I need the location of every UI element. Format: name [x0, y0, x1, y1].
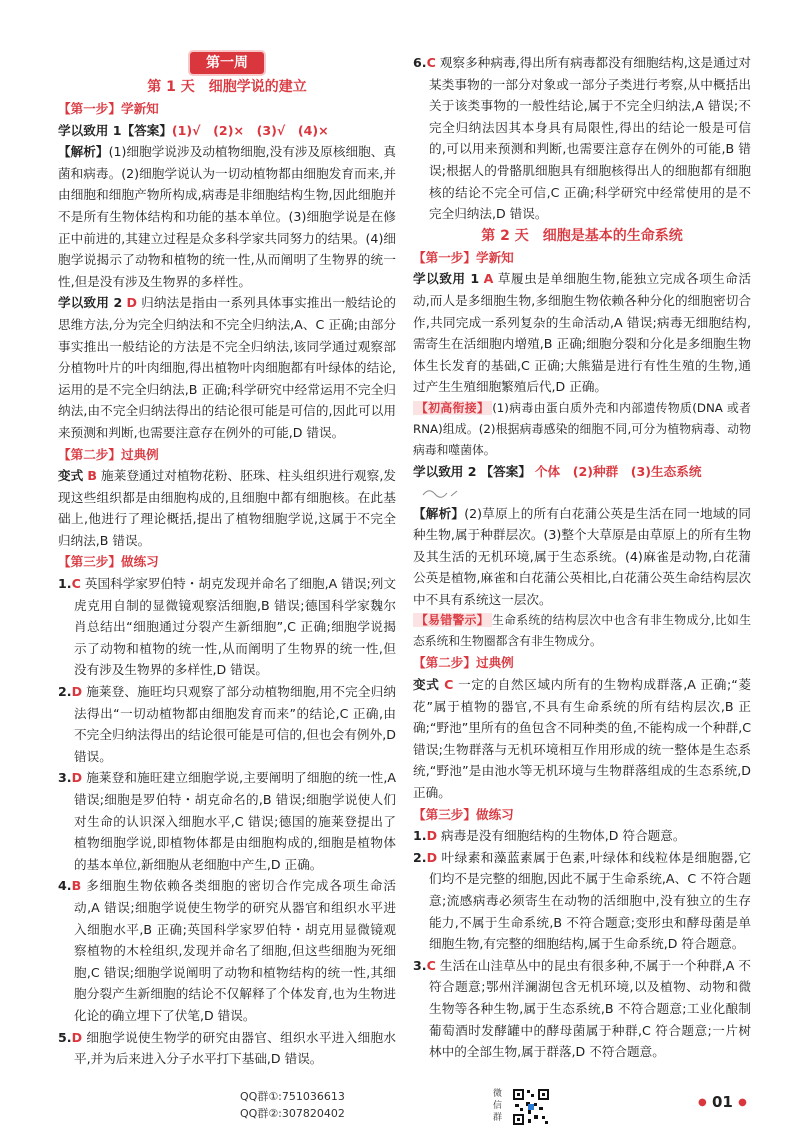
day1-title: 第 1 天 细胞学说的建立 [147, 79, 307, 95]
page-footer [0, 1085, 800, 1132]
exercise-6: 6.C 观察多种病毒,得出所有病毒都没有细胞结构,这是通过对某类事物的一部分对象或一部分子类进行考察,从中概括出关于该类事物的一般性结论,属于不完全归纳法,A 错误;不完全归纳法因其本身具有局限性,得出的结论一般是可信的,可以用来预测和判断,也需要注意存在例外的可能,B 错误;根据人的骨骼肌细胞具有细胞核得出人的细胞都有细胞核的结论不完全可信,C 正确;科学研究中经常使用的是不完全归纳法,D 错误。 [413, 55, 751, 222]
day2-exercise-2: 2.D 叶绿素和藻蓝素属于色素,叶绿体和线粒体是细胞器,它们均不是完整的细胞,因此不属于生命系统,A、C 不符合题意;流感病毒必须寄生在动物的活细胞中,没有独立的生存能力,不属于生命系统,B 不符合题意;变形虫和酵母菌是单细胞生物,有完整的细胞结构,属于生命系统,D 符合题意。 [413, 849, 751, 952]
day2-step1-heading: 【第一步】学新知 [413, 249, 514, 265]
apply1-answer: 学以致用 1【答案】(1)√ (2)× (3)√ (4)× [58, 122, 329, 138]
exercise-2: 2.D 施莱登、施旺均只观察了部分动植物细胞,用不完全归纳法得出“一切动植物都由细胞发育而来”的结论,C 正确,由不完全归纳法得出的结论很可能是可信的,但也会有例外,D 错误。 [58, 684, 396, 764]
day2-apply2-answer: 学以致用 2 【答案】 个体 (2)种群 (3)生态系统 [413, 463, 702, 479]
exercise-3: 3.D 施莱登和施旺建立细胞学说,主要阐明了细胞的统一性,A 错误;细胞是罗伯特・胡克命名的,B 错误;细胞学说使人们对生命的认识深入细胞水平,C 错误;德国的施莱登提出了植物细胞学说,即植物体都是由细胞构成的,细胞是植物体的基本单位,新细胞从老细胞中产生,D 正确。 [58, 770, 396, 872]
apply2-answer: 学以致用 2 D 归纳法是指由一系列具体事实推出一般结论的思维方法,分为完全归纳法和不完全归纳法,A、C 正确;由部分事实推出一般结论的方法是不完全归纳法,该同学通过观察部分植物叶片的叶肉细胞,得出植物叶肉细胞都有叶绿体的结论,运用的是不完全归纳法,B 正确;科学研究中经常运用不完全归纳法,由不完全归纳法得出的结论很可能是可信的,因此可以用来预测和判断,也需要注意存在例外的可能,D 错误。 [58, 295, 396, 440]
warning-note: 【易错警示】 生命系统的结构层次中也含有非生物成分,比如生态系统和生物圈都含有非生物成分。 [413, 613, 751, 649]
day2-apply2-analysis: 【解析】(2)草原上的所有白花蒲公英是生活在同一地域的同种生物,属于种群层次。(3)整个大草原是由草原上的所有生物及其生活的无机环境,属于生态系统。(4)麻雀是动物,白花蒲公英是植物,麻雀和白花蒲公英相比,白花蒲公英生命结构层次中不具有系统这一层次。 [413, 505, 752, 607]
week-banner: 第一周 [58, 52, 396, 74]
apply1-analysis: 【解析】(1)细胞学说涉及动植物细胞,没有涉及原核细胞、真菌和病毒。(2)细胞学说认为一切动植物都由细胞发育而来,并由细胞和细胞产物所构成,病毒是非细胞结构生物,因此细胞并不是所有生物体结构和功能的基本单位。(3)细胞学说是在修正中前进的,其建立过程是众多科学家共同努力的结果。(4)细胞学说揭示了动物和植物的统一性,从而阐明了生物界的统一性,但是没有涉及生物界的多样性。 [58, 144, 396, 289]
day2-step3-heading: 【第三步】做练习 [413, 806, 514, 822]
bridge-note: 【初高衔接】 (1)病毒由蛋白质外壳和内部遗传物质(DNA 或者 RNA)组成。(2)根据病毒感染的细胞不同,可分为植物病毒、动物病毒和噬菌体。 [413, 400, 751, 457]
page-number: ● 01 ● [698, 1093, 747, 1111]
variant-answer: 变式 B 施莱登通过对植物花粉、胚珠、柱头组织进行观察,发现这些组织都是由细胞构成的,且细胞中都有细胞核。在此基础上,他进行了理论概括,提出了植物细胞学说,这属于不完全归纳法,B 错误。 [58, 468, 396, 548]
exercise-1: 1.C 英国科学家罗伯特・胡克发现并命名了细胞,A 错误;列文虎克用自制的显微镜观察活细胞,B 错误;德国科学家魏尔肖总结出“细胞通过分裂产生新细胞”,C 正确;细胞学说揭示了动物和植物的统一性,从而阐明了生物界的统一性,但没有涉及生物界的多样性,D 错误。 [58, 576, 396, 678]
day2-exercise-1: 1.D 病毒是没有细胞结构的生物体,D 符合题意。 [413, 828, 686, 844]
exercise-4: 4.B 多细胞生物依赖各类细胞的密切合作完成各项生命活动,A 错误;细胞学说使生物学的研究从器官和组织水平进入细胞水平,B 正确;英国科学家罗伯特・胡克用显微镜观察植物的木栓组织,发现并命名了细胞,但这些细胞为死细胞,C 错误;细胞学说阐明了动物和植物结构的统一性,其细胞分裂产生新细胞的结论不仅解释了个体发育,也为生物进化论的确立埋下了伏笔,D 错误。 [58, 878, 397, 1023]
scribble-icon [421, 485, 481, 501]
day2-apply1: 学以致用 1 A 草履虫是单细胞生物,能独立完成各项生命活动,而人是多细胞生物,多细胞生物依赖各种分化的细胞密切合作,共同完成一系列复杂的生命活动,A 错误;病毒无细胞结构,需寄生在活细胞内增殖,B 正确;细胞分裂和分化是多细胞生物体生长发育的基础,C 正确;大熊猫是进行有性生殖的生物,通过产生生殖细胞繁殖后代,D 正确。 [413, 271, 751, 395]
qq-group-1: QQ群①:751036613 [240, 1090, 345, 1103]
exercise-5: 5.D 细胞学说使生物学的研究由器官、组织水平进入细胞水平,并为后来进入分子水平打下基础,D 错误。 [58, 1029, 396, 1067]
right-column [413, 52, 751, 1063]
handwritten-scribble [413, 483, 751, 503]
day2-step2-heading: 【第二步】过典例 [413, 655, 514, 671]
qq-group-2: QQ群②:307820402 [240, 1107, 345, 1120]
step2-heading: 【第二步】过典例 [58, 446, 159, 462]
qr-code-icon [512, 1088, 550, 1126]
day2-title: 第 2 天 细胞是基本的生命系统 [481, 227, 683, 244]
step3-heading: 【第三步】做练习 [58, 554, 159, 570]
day2-exercise-3: 3.C 生活在山洼草丛中的昆虫有很多种,不属于一个种群,A 不符合题意;鄂州洋澜湖包含无机环境,以及植物、动物和微生物等各种生物,属于生态系统,B 不符合题意;工业化酿制葡萄酒时发酵罐中的酵母菌属于种群,C 符合题意;一片树林中的全部生物,属于群落,D 不符合题意。 [413, 957, 751, 1060]
day2-variant: 变式 C 一定的自然区域内所有的生物构成群落,A 正确;“菱花”属于植物的器官,不具有生命系统的所有结构层次,B 正确;“野池”里所有的鱼包含不同种类的鱼,不能构成一个种群,C 错误;生物群落与无机环境相互作用形成的统一整体是生态系统,“野池”是由池水等无机环境与生物群落组成的生态系统,D 正确。 [413, 677, 751, 801]
left-column [58, 52, 396, 1070]
wechat-label: 微信群 [493, 1089, 503, 1123]
step1-heading: 【第一步】学新知 [58, 101, 159, 116]
